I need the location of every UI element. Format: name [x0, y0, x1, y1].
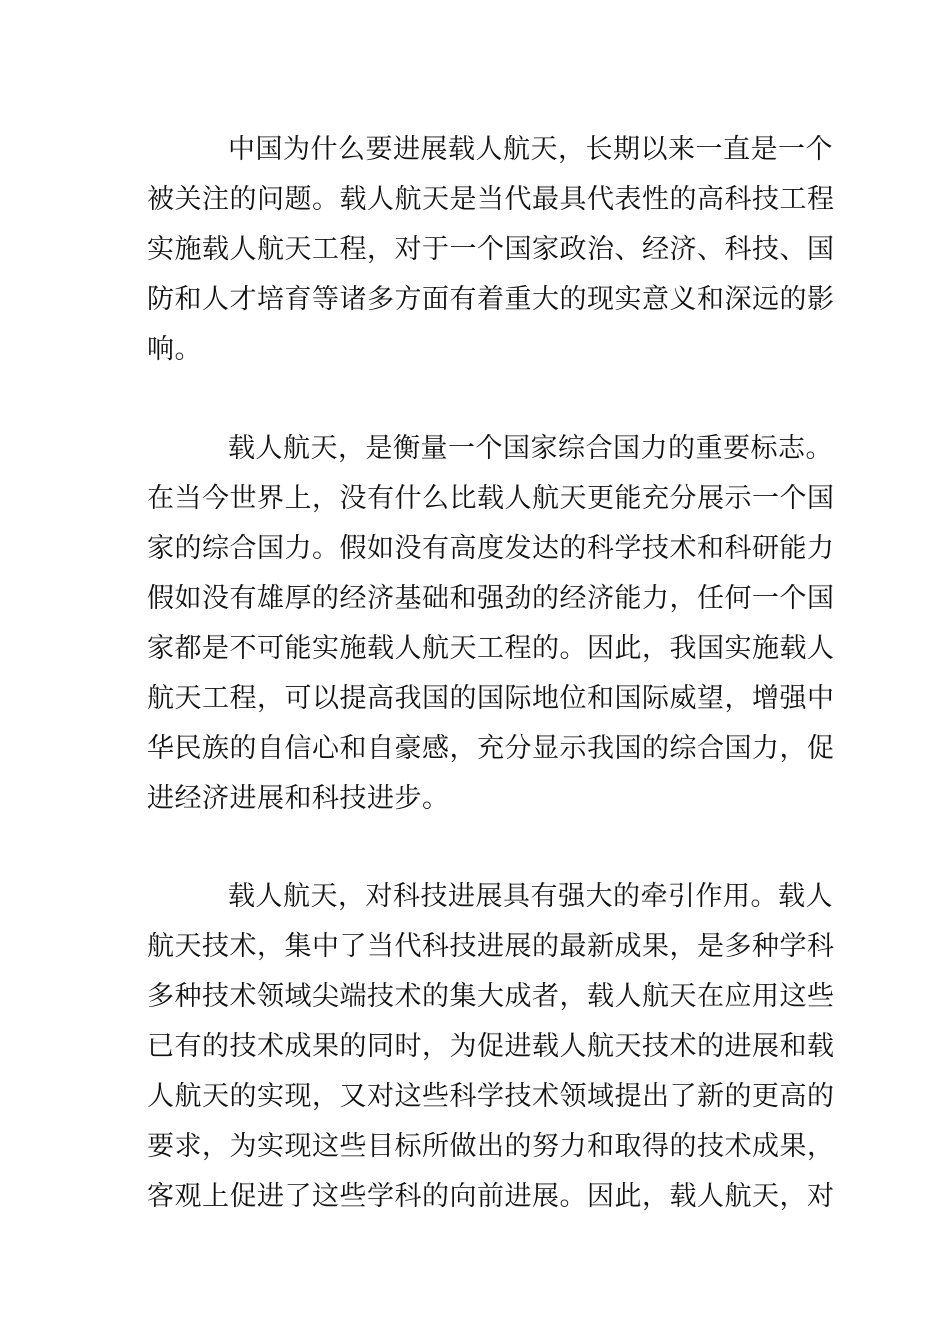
paragraph-line: 家都是不可能实施载人航天工程的。因此，我国实施载人 [147, 633, 835, 664]
paragraph-line: 在当今世界上，没有什么比载人航天更能充分展示一个国 [147, 483, 835, 514]
paragraph-line: 航天工程，可以提高我国的国际地位和国际威望，增强中 [147, 683, 835, 714]
paragraph-line: 响。 [147, 334, 202, 365]
paragraph-line: 家的综合国力。假如没有高度发达的科学技术和科研能力 [147, 533, 835, 564]
paragraph-line: 被关注的问题。载人航天是当代最具代表性的高科技工程 [147, 184, 835, 215]
paragraph-line: 载人航天，对科技进展具有强大的牵引作用。载人 [228, 881, 833, 912]
paragraph-line: 进经济进展和科技进步。 [147, 783, 450, 814]
paragraph-line: 假如没有雄厚的经济基础和强劲的经济能力，任何一个国 [147, 583, 835, 614]
paragraph-line: 要求，为实现这些目标所做出的努力和取得的技术成果， [147, 1131, 835, 1162]
paragraph-line: 载人航天，是衡量一个国家综合国力的重要标志。 [228, 433, 833, 464]
paragraph-line: 防和人才培育等诸多方面有着重大的现实意义和深远的影 [147, 284, 835, 315]
paragraph-line: 人航天的实现，又对这些科学技术领域提出了新的更高的 [147, 1081, 835, 1112]
paragraph-line: 已有的技术成果的同时，为促进载人航天技术的进展和载 [147, 1031, 835, 1062]
paragraph-line: 航天技术，集中了当代科技进展的最新成果，是多种学科 [147, 931, 835, 962]
paragraph-line: 实施载人航天工程，对于一个国家政治、经济、科技、国 [147, 234, 835, 265]
paragraph-line: 多种技术领域尖端技术的集大成者，载人航天在应用这些 [147, 981, 835, 1012]
paragraph-line: 华民族的自信心和自豪感，充分显示我国的综合国力，促 [147, 733, 835, 764]
paragraph-line: 中国为什么要进展载人航天，长期以来一直是一个 [228, 134, 833, 165]
paragraph-line: 客观上促进了这些学科的向前进展。因此，载人航天，对 [147, 1181, 835, 1212]
